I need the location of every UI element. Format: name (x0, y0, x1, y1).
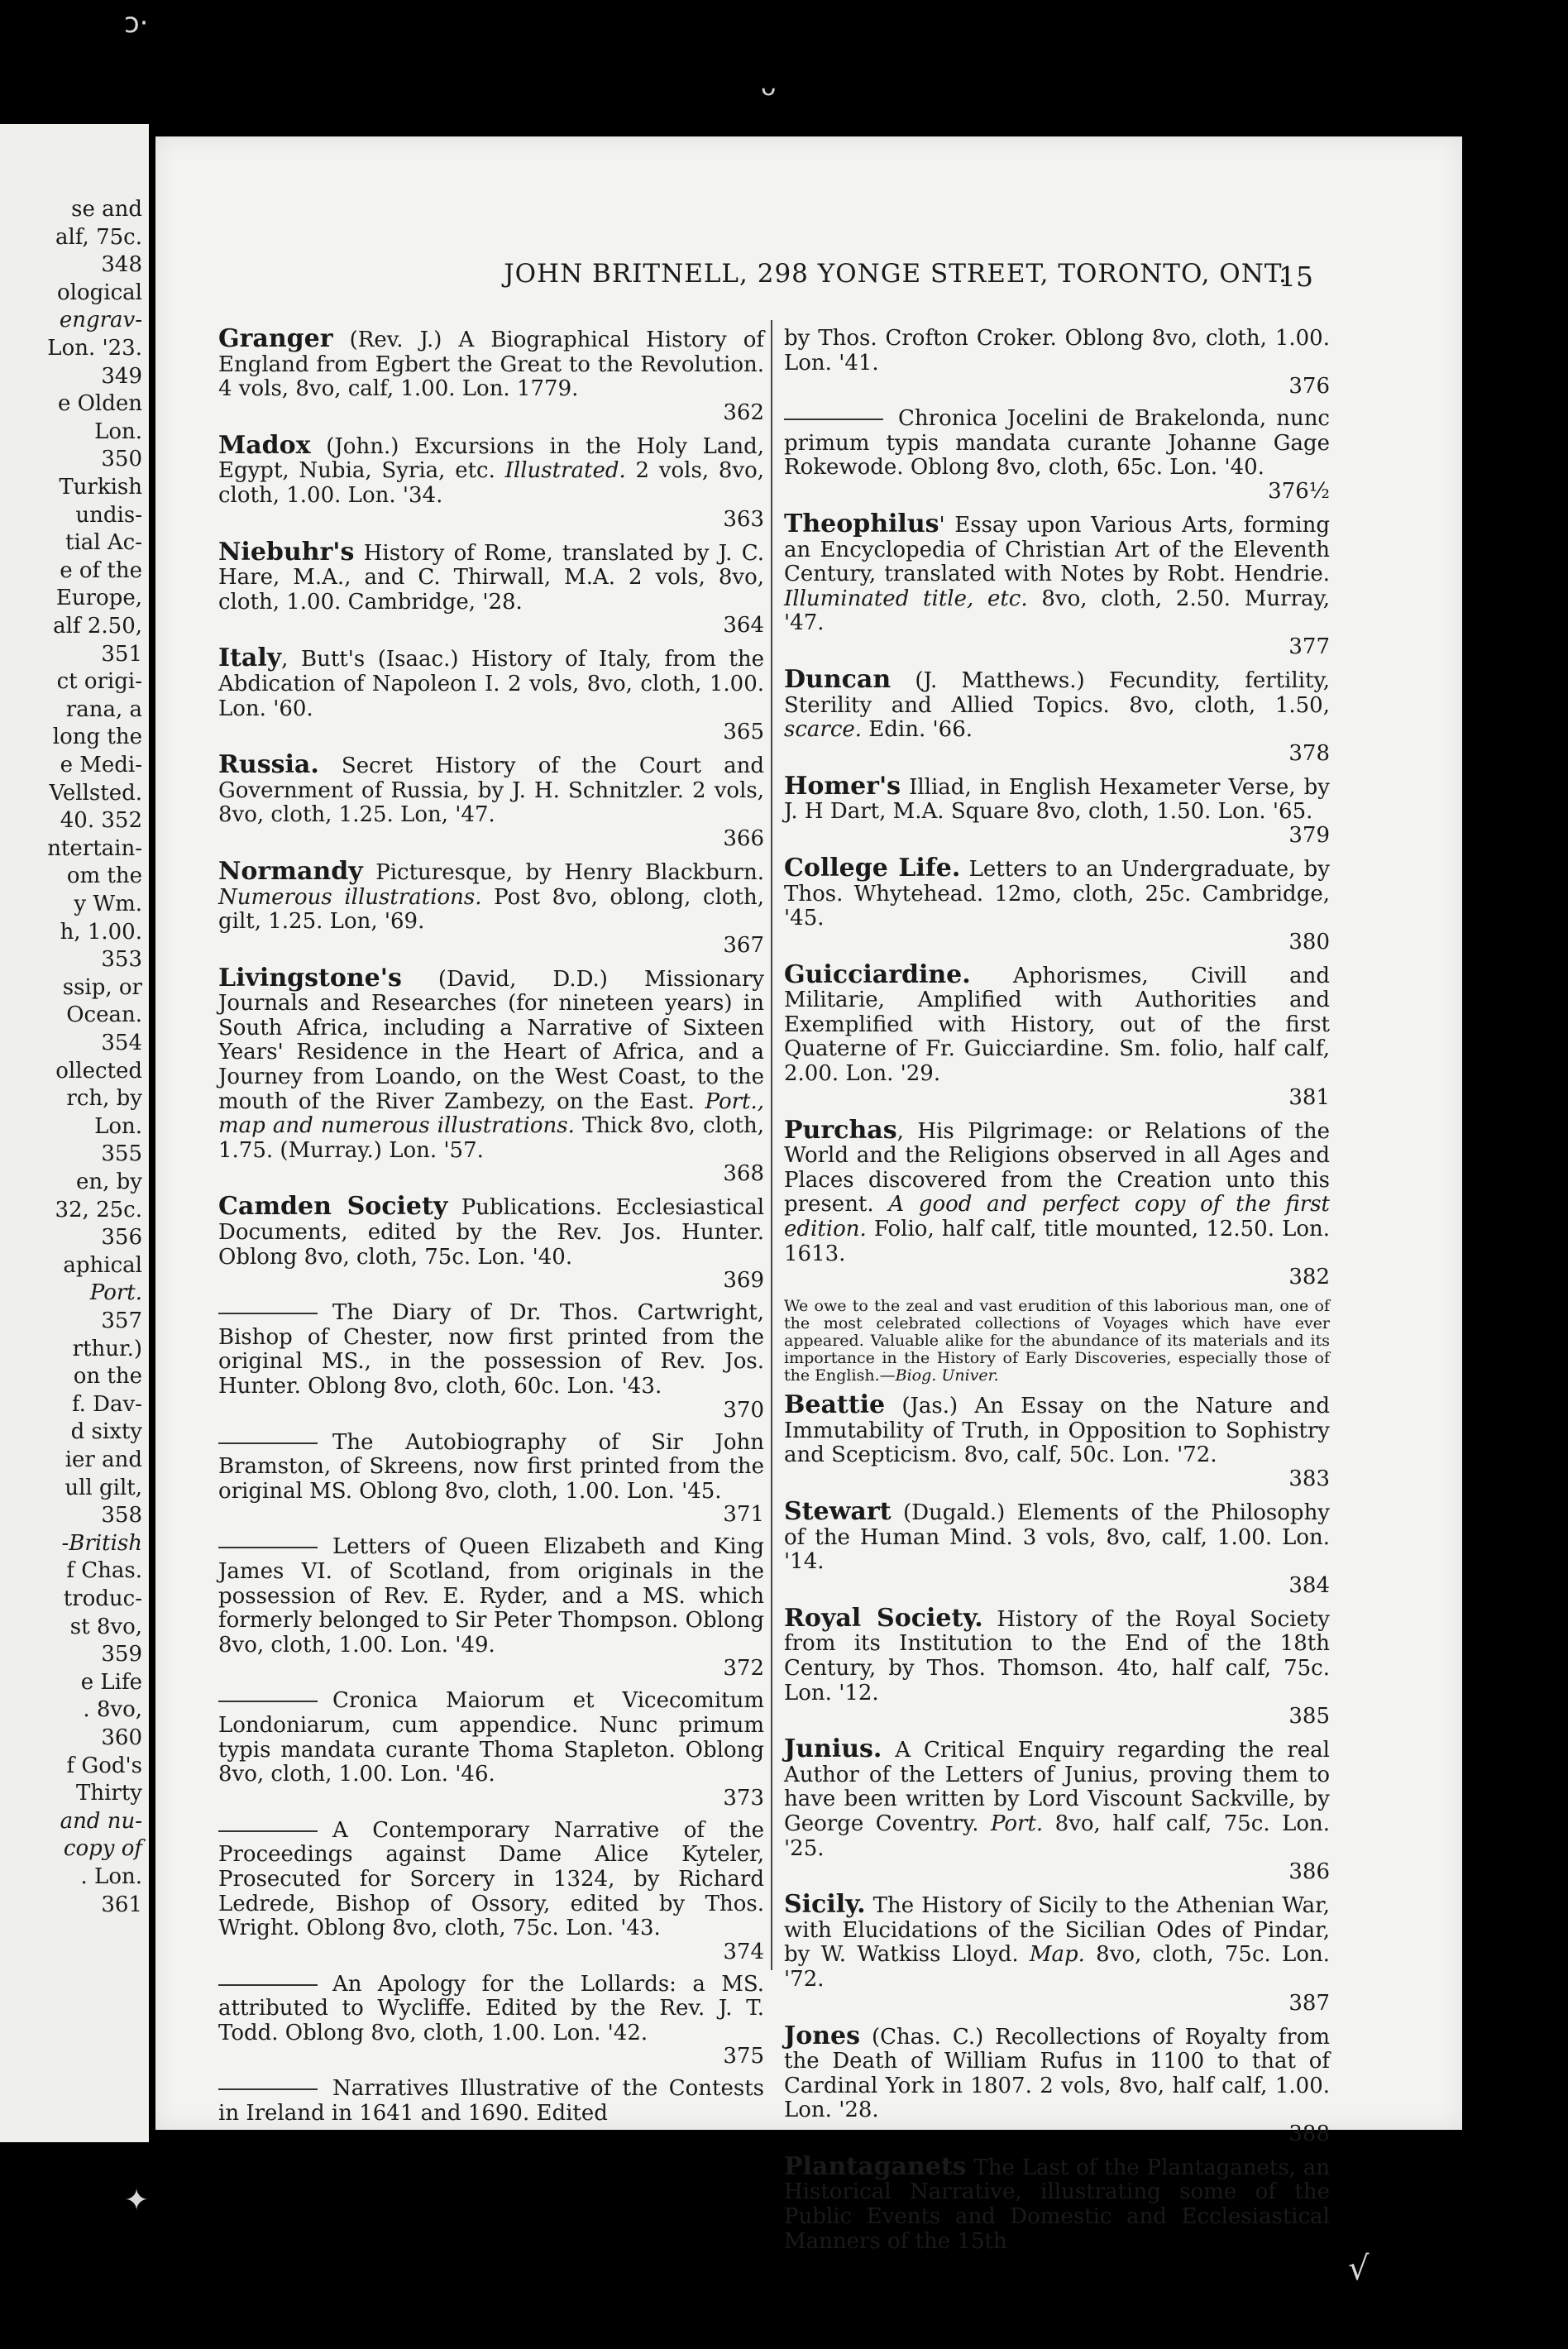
entry-heading: Duncan (784, 664, 892, 694)
facing-page-line: on the (73, 1364, 142, 1390)
page-number: 15 (1279, 261, 1313, 293)
facing-page-line: 349 (101, 363, 142, 389)
entry-text: Post 8vo, oblong, cloth, gilt, 1.25. Lon, '69. (218, 884, 765, 935)
catalogue-number: 371 (723, 1502, 764, 1528)
facing-page-line: engrav- (59, 308, 142, 333)
entry-heading: Stewart (784, 1497, 892, 1526)
entry-heading: Madox (218, 430, 311, 460)
entry-text: History of the Royal Society from its Institution to the End of the 18th Century, by Thos. Thomson. 4to, half calf, 75c. Lon. '12. (784, 1606, 1330, 1706)
catalogue-number: 370 (723, 1397, 764, 1423)
facing-page-line: e Medi- (60, 753, 142, 777)
entry-heading: Guicciardine. (784, 959, 971, 989)
facing-page-line: 361 (101, 1892, 142, 1917)
entry-heading: Royal Society. (784, 1603, 983, 1633)
facing-page-line: alf, 75c. (55, 224, 142, 250)
entry-note (784, 1298, 1330, 1385)
column-divider (771, 320, 772, 1970)
entry-text: ' Essay upon Various Arts, forming an Encyclopedia of Christian Art of the Eleventh Century, translated with Notes by Robt. Hendrie. (784, 512, 1330, 587)
facing-page-line: 358 (101, 1503, 142, 1529)
facing-page-line: ull gilt, (65, 1475, 142, 1500)
catalogue-entry (218, 643, 764, 745)
catalogue-entry (784, 1497, 1330, 1598)
catalogue-number: 388 (1288, 2121, 1330, 2146)
facing-page-line: ct origi- (56, 669, 142, 695)
ditto-rule (218, 1313, 318, 1314)
catalogue-entry (784, 1603, 1330, 1729)
catalogue-number: 374 (723, 1939, 764, 1964)
facing-page-line: Europe, (55, 586, 142, 611)
facing-page-line: rana, a (65, 696, 142, 722)
entry-text: 8vo, half calf, 75c. Lon. '25. (784, 1811, 1330, 1861)
facing-page-line: 348 (101, 252, 142, 278)
entry-text: by Thos. Crofton Croker. Oblong 8vo, cloth, 1.00. Lon. '41. (784, 326, 1330, 376)
entry-italic-note: Map. (1029, 1942, 1085, 1968)
facing-page-line: 350 (101, 447, 142, 472)
entry-text: 2 vols, 8vo, cloth, 1.00. Lon. '34. (218, 458, 764, 508)
catalogue-entry (784, 1734, 1330, 1885)
entry-italic-note: Illuminated title, etc. (784, 586, 1028, 611)
catalogue-number: 369 (723, 1268, 764, 1294)
facing-page-line: 354 (101, 1031, 142, 1055)
facing-page-line: Lon. (94, 1113, 142, 1139)
catalogue-entry (784, 853, 1331, 954)
catalogue-entry (784, 664, 1330, 766)
facing-page-line: Lon. (94, 419, 142, 444)
facing-page-line: se and (71, 197, 142, 222)
entry-text: (Rev. J.) A Biographical History of England from Egbert the Great to the Revolution. 4 vols, 8vo, calf, 1.00. Lon. 1779. (218, 328, 764, 402)
ditto-rule (784, 419, 883, 420)
catalogue-entry (784, 771, 1330, 848)
catalogue-number: 377 (1288, 634, 1330, 659)
facing-page-line: e Life (80, 1669, 142, 1695)
facing-page-line: and nu- (60, 1808, 142, 1834)
entry-text: (Jas.) An Essay on the Nature and Immutability of Truth, in Opposition to Sophistry and Scepticism. 8vo, calf, 50c. Lon. '72. (784, 1394, 1330, 1468)
facing-page-line: 32, 25c. (55, 1197, 142, 1222)
entry-text: A Contemporary Narrative of the Proceedings against Dame Alice Kyteler, Prosecuted for Sorcery in 1324, by Richard Ledrede, Bishop of Ossory, edited by Thos. Wright. Oblong 8vo, cloth, 75c. Lon. '43. (218, 1817, 764, 1941)
entry-text: Edin. '66. (862, 717, 973, 743)
entry-heading: Sicily. (784, 1890, 866, 1920)
ditto-rule (218, 1442, 318, 1444)
catalogue-entry (218, 1973, 764, 2068)
entry-heading: Plantaganets (784, 2151, 967, 2181)
facing-page-line: 360 (101, 1725, 142, 1750)
catalogue-number: 379 (1288, 822, 1330, 848)
catalogue-entry (218, 324, 764, 425)
facing-page-line: tial Ac- (65, 530, 142, 556)
entry-heading: Italy (218, 643, 282, 673)
catalogue-entry (218, 1192, 765, 1294)
facing-page-line: en, by (76, 1170, 142, 1194)
entry-heading: Jones (784, 2021, 860, 2050)
catalogue-entry (784, 327, 1330, 397)
facing-page-line: rthur.) (72, 1336, 142, 1361)
catalogue-entry (218, 1431, 764, 1526)
entry-heading: Niebuhr's (218, 537, 355, 567)
facing-page-line: 40. 352 (60, 808, 142, 834)
facing-page-line: Port. (89, 1280, 142, 1306)
catalogue-entry (218, 750, 764, 851)
catalogue-entry (218, 1688, 764, 1811)
entry-italic-note: Numerous illustrations. (218, 884, 482, 910)
facing-page-line: f. Dav- (71, 1391, 142, 1417)
catalogue-number: 387 (1288, 1990, 1330, 2016)
entry-text: An Apology for the Lollards: a MS. attributed to Wycliffe. Edited by the Rev. J. T. Todd. Oblong 8vo, cloth, 1.00. Lon. '42. (218, 1971, 764, 2045)
entry-heading: Theophilus (784, 509, 939, 538)
catalogue-number: 363 (723, 506, 764, 532)
facing-page-line: st 8vo, (69, 1614, 142, 1639)
facing-page-fragment (0, 124, 149, 2142)
note-source: Biog. Univer. (895, 1366, 999, 1385)
facing-page-line: 351 (101, 641, 142, 667)
catalogue-page (155, 136, 1462, 2254)
catalogue-number: 376½ (1268, 478, 1330, 504)
facing-page-line: ier and (65, 1447, 142, 1472)
facing-page-line: 355 (101, 1141, 142, 1167)
facing-page-line: copy of (63, 1836, 142, 1862)
entry-italic-note: Illustrated. (504, 458, 626, 484)
entry-heading: Russia. (218, 750, 319, 780)
catalogue-number: 383 (1288, 1466, 1330, 1491)
entry-text: Letters of Queen Elizabeth and King James VI. of Scotland, from originals in the possession of Rev. E. Ryder, and a MS. which formerly belonged to Sir Peter Thompson. Oblong 8vo, cloth, 1.00. Lon. '49. (218, 1534, 764, 1658)
catalogue-number: 366 (723, 825, 764, 851)
catalogue-number: 372 (723, 1656, 764, 1682)
catalogue-entry (218, 537, 764, 639)
entry-text: 8vo, cloth, 75c. Lon. '72. (784, 1942, 1330, 1992)
facing-page-line: Thirty (76, 1781, 142, 1806)
right-column (784, 327, 1330, 2264)
catalogue-number: 376 (1288, 374, 1330, 399)
catalogue-number: 375 (723, 2044, 764, 2069)
entry-text: (David, D.D.) Missionary Journals and Researches (for nineteen years) in South Africa, including a Narrative of Sixteen Years' Residence in the Heart of Africa, and a Journey from Loando, on the West Coast, to the mouth of the River Zambezy, on the East. (218, 966, 764, 1114)
facing-page-line: ollected (55, 1058, 142, 1084)
catalogue-entry (218, 1300, 764, 1423)
ditto-rule (218, 1984, 318, 1986)
facing-page-line: y Wm. (74, 892, 142, 916)
entry-text: , His Pilgrimage: or Relations of the World and the Religions observed in all Ages and Places discovered from the Creation unto this present. (784, 1118, 1330, 1218)
entry-heading: Beattie (784, 1390, 886, 1420)
catalogue-entry (784, 1115, 1330, 1290)
catalogue-entry (218, 1819, 764, 1963)
facing-page-line: ntertain- (47, 835, 142, 861)
entry-italic-note: Port., map and numerous illustrations. (218, 1088, 764, 1139)
entry-heading: Granger (218, 324, 333, 353)
entry-heading: Normandy (218, 856, 363, 886)
catalogue-number: 378 (1288, 740, 1330, 766)
facing-page-line: Ocean. (66, 1002, 142, 1028)
note-text: We owe to the zeal and vast erudition of this laborious man, one of the most celebrated collections of Voyages which have ever appeared. Valuable alike for the abundance of its materials and its importance in the History of Early Discoveries, especially those of the English.— (784, 1297, 1330, 1385)
facing-page-line: e of the (60, 557, 142, 583)
catalogue-number: 381 (1288, 1084, 1330, 1110)
entry-text: (J. Matthews.) Fecundity, fertility, Sterility and Allied Topics. 8vo, cloth, 1.50, (784, 667, 1330, 718)
catalogue-number: 384 (1288, 1572, 1330, 1598)
entry-text: (Dugald.) Elements of the Philosophy of the Human Mind. 3 vols, 8vo, calf, 1.00. Lon. '14. (784, 1500, 1330, 1575)
entry-text: (John.) Excursions in the Holy Land, Egypt, Nubia, Syria, etc. (218, 433, 764, 484)
catalogue-entry (784, 509, 1331, 659)
entry-italic-note: scarce. (784, 717, 863, 743)
ditto-rule (218, 2088, 318, 2090)
left-column (218, 324, 765, 2136)
entry-text: Picturesque, by Henry Blackburn. (362, 859, 764, 885)
facing-page-line: -British (61, 1530, 142, 1556)
facing-page-line: ological (57, 280, 142, 305)
entry-italic-note: A good and perfect copy of the first edition. (784, 1192, 1330, 1242)
entry-text: Folio, half calf, title mounted, 12.50. Lon. 1613. (784, 1217, 1330, 1266)
facing-page-line: f God's (66, 1753, 142, 1778)
entry-text: , Butt's (Isaac.) History of Italy, from the Abdication of Napoleon I. 2 vols, 8vo, cloth, 1.00. Lon. '60. (218, 647, 764, 721)
entry-heading: College Life. (784, 853, 961, 883)
catalogue-entry (784, 1890, 1330, 2016)
entry-text: 8vo, cloth, 2.50. Murray, '47. (784, 586, 1331, 636)
entry-text: Letters to an Undergraduate, by Thos. Whytehead. 12mo, cloth, 25c. Cambridge, '45. (784, 856, 1331, 931)
catalogue-number: 365 (723, 720, 764, 745)
facing-page-line: 356 (101, 1225, 142, 1251)
catalogue-number: 364 (723, 613, 764, 639)
entry-italic-note: Port. (990, 1811, 1044, 1836)
entry-text: Illiad, in English Hexameter Verse, by J. H Dart, M.A. Square 8vo, cloth, 1.50. Lon. '65. (784, 774, 1330, 825)
facing-page-line: om the (66, 864, 142, 889)
entry-text: Narratives Illustrative of the Contests in Ireland in 1641 and 1690. Edited (218, 2076, 764, 2127)
facing-page-line: rch, by (66, 1086, 142, 1112)
catalogue-entry (784, 2021, 1330, 2146)
facing-page-line: 359 (101, 1642, 142, 1667)
facing-page-line: f Chas. (66, 1558, 142, 1584)
facing-page-line: undis- (75, 502, 142, 528)
catalogue-number: 380 (1288, 929, 1330, 954)
catalogue-entry (218, 1534, 764, 1682)
entry-text: Publications. Ecclesiastical Documents, edited by the Rev. Jos. Hunter. Oblong 8vo, cloth, 75c. Lon. '40. (218, 1195, 765, 1270)
catalogue-number: 385 (1288, 1704, 1330, 1729)
catalogue-entry (784, 959, 1330, 1110)
entry-text: A Critical Enquiry regarding the real Author of the Letters of Junius, proving them to have been written by Lord Viscount Sackville, by George Coventry. (784, 1738, 1330, 1836)
catalogue-entry (218, 2077, 764, 2126)
facing-page-line: h, 1.00. (60, 919, 142, 945)
entry-text: Chronica Jocelini de Brakelonda, nunc primum typis mandata curante Johanne Gage Rokewode. Oblong 8vo, cloth, 65c. Lon. '40. (784, 406, 1330, 481)
facing-page-line: 357 (101, 1308, 142, 1333)
catalogue-number: 367 (723, 932, 764, 958)
facing-page-line: 353 (101, 947, 142, 973)
catalogue-number: 362 (723, 399, 764, 425)
entry-text: Secret History of the Court and Government of Russia, by J. H. Schnitzler. 2 vols, 8vo, cloth, 1.25. Lon, '47. (218, 753, 764, 828)
ditto-rule (218, 1547, 318, 1548)
entry-text: The Autobiography of Sir John Bramston, of Skreens, now first printed from the original MS. Oblong 8vo, cloth, 1.00. Lon. '45. (218, 1429, 764, 1504)
facing-page-line: ssip, or (62, 974, 142, 1000)
ditto-rule (218, 1701, 318, 1702)
facing-page-line: Lon. '23. (47, 336, 142, 361)
catalogue-entry (784, 2151, 1330, 2254)
entry-text: Thick 8vo, cloth, 1.75. (Murray.) Lon. '57. (218, 1113, 764, 1163)
catalogue-number: 386 (1288, 1859, 1330, 1885)
catalogue-entry (218, 856, 765, 958)
entry-text: Cronica Maiorum et Vicecomitum Londoniarum, cum appendice. Nunc primum typis mandata curante Thoma Stapleton. Oblong 8vo, cloth, 1.00. Lon. '46. (218, 1688, 764, 1787)
entry-heading: Purchas (784, 1115, 897, 1145)
facing-page-line: . Lon. (80, 1864, 142, 1889)
facing-page-line: long the (52, 725, 142, 750)
catalogue-number: 368 (723, 1161, 764, 1187)
entry-heading: Camden Society (218, 1192, 448, 1222)
catalogue-entry (784, 407, 1330, 502)
entry-heading: Junius. (784, 1734, 882, 1764)
entry-text: Aphorismes, Civill and Militarie, Amplified with Authorities and Exemplified with History, out of the first Quaterne of Fr. Guicciardine. Sm. folio, half calf, 2.00. Lon. '29. (784, 963, 1330, 1087)
entry-text: The History of Sicily to the Athenian War, with Elucidations of the Sicilian Odes of Pindar, by W. Watkiss Lloyd. (784, 1893, 1330, 1968)
entry-heading: Homer's (784, 771, 901, 801)
entry-text: History of Rome, translated by J. C. Hare, M.A., and C. Thirwall, M.A. 2 vols, 8vo, cloth, 1.00. Cambridge, '28. (218, 540, 764, 615)
entry-text: (Chas. C.) Recollections of Royalty from the Death of William Rufus in 1100 to that of Cardinal York in 1807. 2 vols, 8vo, half calf, 1.00. Lon. '28. (784, 2024, 1330, 2123)
catalogue-entry (218, 963, 764, 1187)
facing-page-line: aphical (63, 1252, 142, 1278)
catalogue-number: 382 (1288, 1265, 1330, 1290)
facing-page-line: troduc- (63, 1586, 142, 1611)
catalogue-entry (218, 430, 764, 532)
facing-page-line: . 8vo, (83, 1697, 142, 1723)
entry-heading: Livingstone's (218, 963, 402, 993)
catalogue-number: 373 (723, 1785, 764, 1811)
facing-page-line: Vellsted. (49, 780, 142, 806)
entry-text: The Last of the Plantaganets, an Historical Narrative, illustrating some of the Public Events and Domestic and Ecclesiastical Manners of the 15th (784, 2155, 1330, 2254)
facing-page-line: d sixty (70, 1419, 142, 1445)
entry-text: The Diary of Dr. Thos. Cartwright, Bishop of Chester, now first printed from the original MS., in the possession of Rev. Jos. Hunter. Oblong 8vo, cloth, 60c. Lon. '43. (218, 1300, 764, 1399)
facing-page-line: Turkish (59, 475, 142, 500)
facing-page-line: e Olden (57, 391, 142, 417)
facing-page-line: alf 2.50, (53, 614, 142, 639)
running-head: JOHN BRITNELL, 298 YONGE STREET, TORONTO, ONT. (504, 259, 1288, 289)
ditto-rule (218, 1830, 318, 1832)
catalogue-entry (784, 1390, 1330, 1491)
